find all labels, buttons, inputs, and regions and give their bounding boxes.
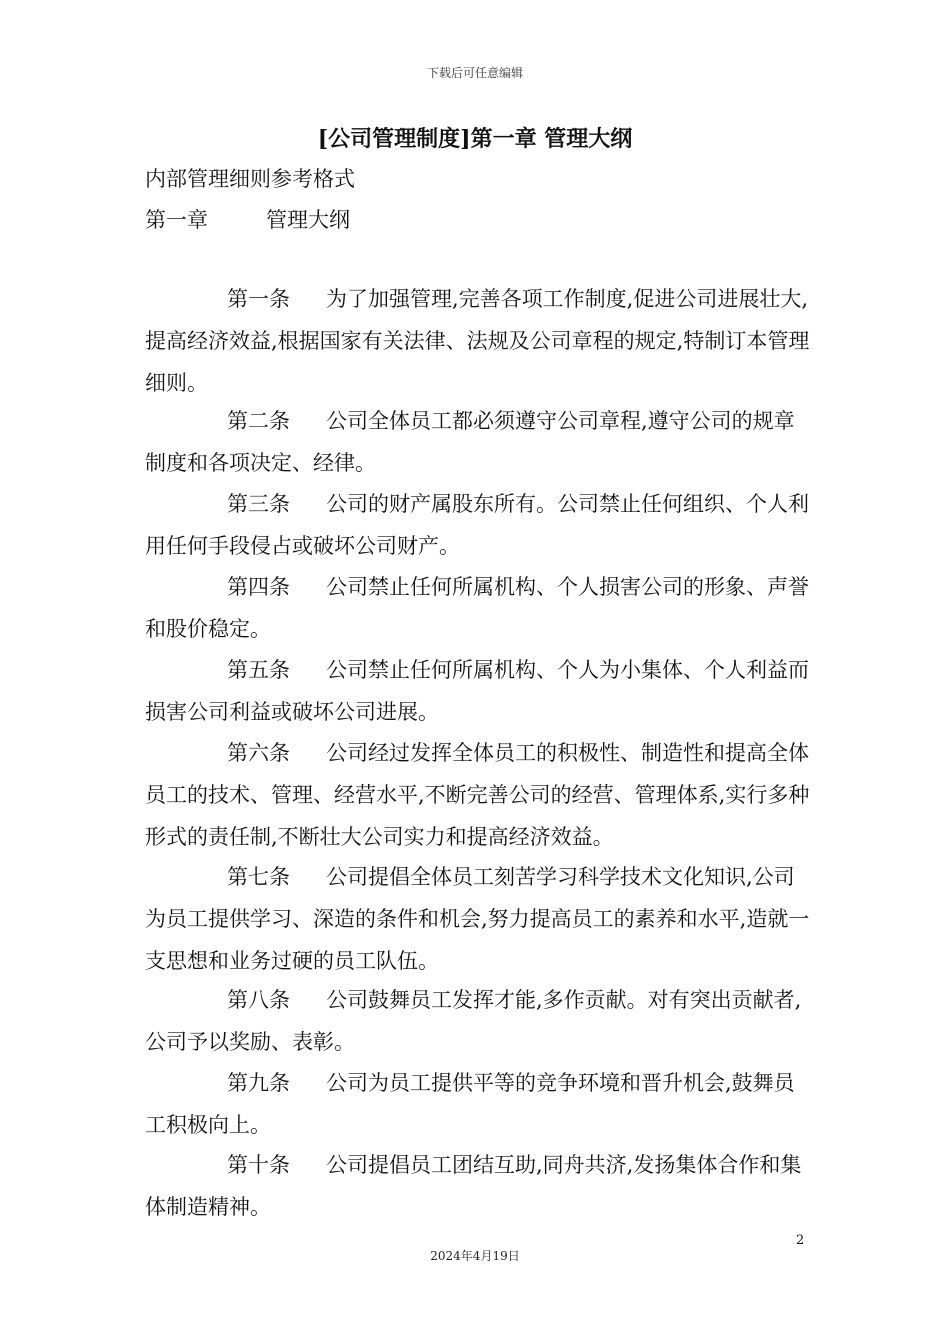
article-text: 公司鼓舞员工发挥才能,多作贡献。对有突出贡献者,公司予以奖励、表彰。 (145, 988, 802, 1054)
article-number: 第四条 (227, 575, 290, 599)
article-2 (145, 400, 810, 484)
article-text: 为了加强管理,完善各项工作制度,促进公司进展壮大,提高经济效益,根据国家有关法律、法规及公司章程的规定,特制订本管理细则。 (145, 287, 810, 395)
article-7 (145, 856, 810, 982)
page-number: 2 (796, 1233, 805, 1248)
chapter-name: 管理大纲 (266, 208, 350, 232)
article-5 (145, 649, 810, 733)
article-text: 公司经过发挥全体员工的积极性、制造性和提高全体员工的技术、管理、经营水平,不断完善公司的经营、管理体系,实行多种形式的责任制,不断壮大公司实力和提高经济效益。 (145, 741, 810, 849)
article-number: 第六条 (227, 741, 290, 765)
article-number: 第七条 (227, 865, 290, 889)
footer-date: 2024年4月19日 (430, 1249, 520, 1263)
article-4 (145, 566, 810, 650)
chapter-number: 第一章 (145, 208, 208, 232)
article-3 (145, 483, 810, 567)
article-number: 第十条 (227, 1153, 290, 1177)
article-text: 公司禁止任何所属机构、个人为小集体、个人利益而损害公司利益或破坏公司进展。 (145, 658, 809, 724)
article-number: 第九条 (227, 1071, 290, 1095)
article-9 (145, 1062, 810, 1146)
article-number: 第三条 (227, 492, 290, 516)
page-header-note: 下载后可任意编辑 (426, 66, 523, 80)
article-number: 第二条 (227, 409, 290, 433)
article-text: 公司全体员工都必须遵守公司章程,遵守公司的规章制度和各项决定、经律。 (145, 409, 795, 475)
subtitle-format: 内部管理细则参考格式 (145, 167, 355, 191)
chapter-heading (145, 204, 350, 234)
article-number: 第五条 (227, 658, 290, 682)
article-text: 公司为员工提供平等的竞争环境和晋升机会,鼓舞员工积极向上。 (145, 1071, 795, 1137)
article-1 (145, 278, 810, 404)
article-text: 公司禁止任何所属机构、个人损害公司的形象、声誉和股价稳定。 (145, 575, 809, 641)
article-6 (145, 732, 810, 858)
document-title: [公司管理制度]第一章 管理大纲 (317, 126, 633, 152)
article-text: 公司提倡员工团结互助,同舟共济,发扬集体合作和集体制造精神。 (145, 1153, 802, 1219)
article-number: 第八条 (227, 988, 290, 1012)
article-10 (145, 1144, 810, 1228)
article-text: 公司提倡全体员工刻苦学习科学技术文化知识,公司为员工提供学习、深造的条件和机会,努力提高员工的素养和水平,造就一支思想和业务过硬的员工队伍。 (145, 865, 810, 973)
article-text: 公司的财产属股东所有。公司禁止任何组织、个人利用任何手段侵占或破坏公司财产。 (145, 492, 809, 558)
article-8 (145, 979, 810, 1063)
article-number: 第一条 (227, 287, 290, 311)
